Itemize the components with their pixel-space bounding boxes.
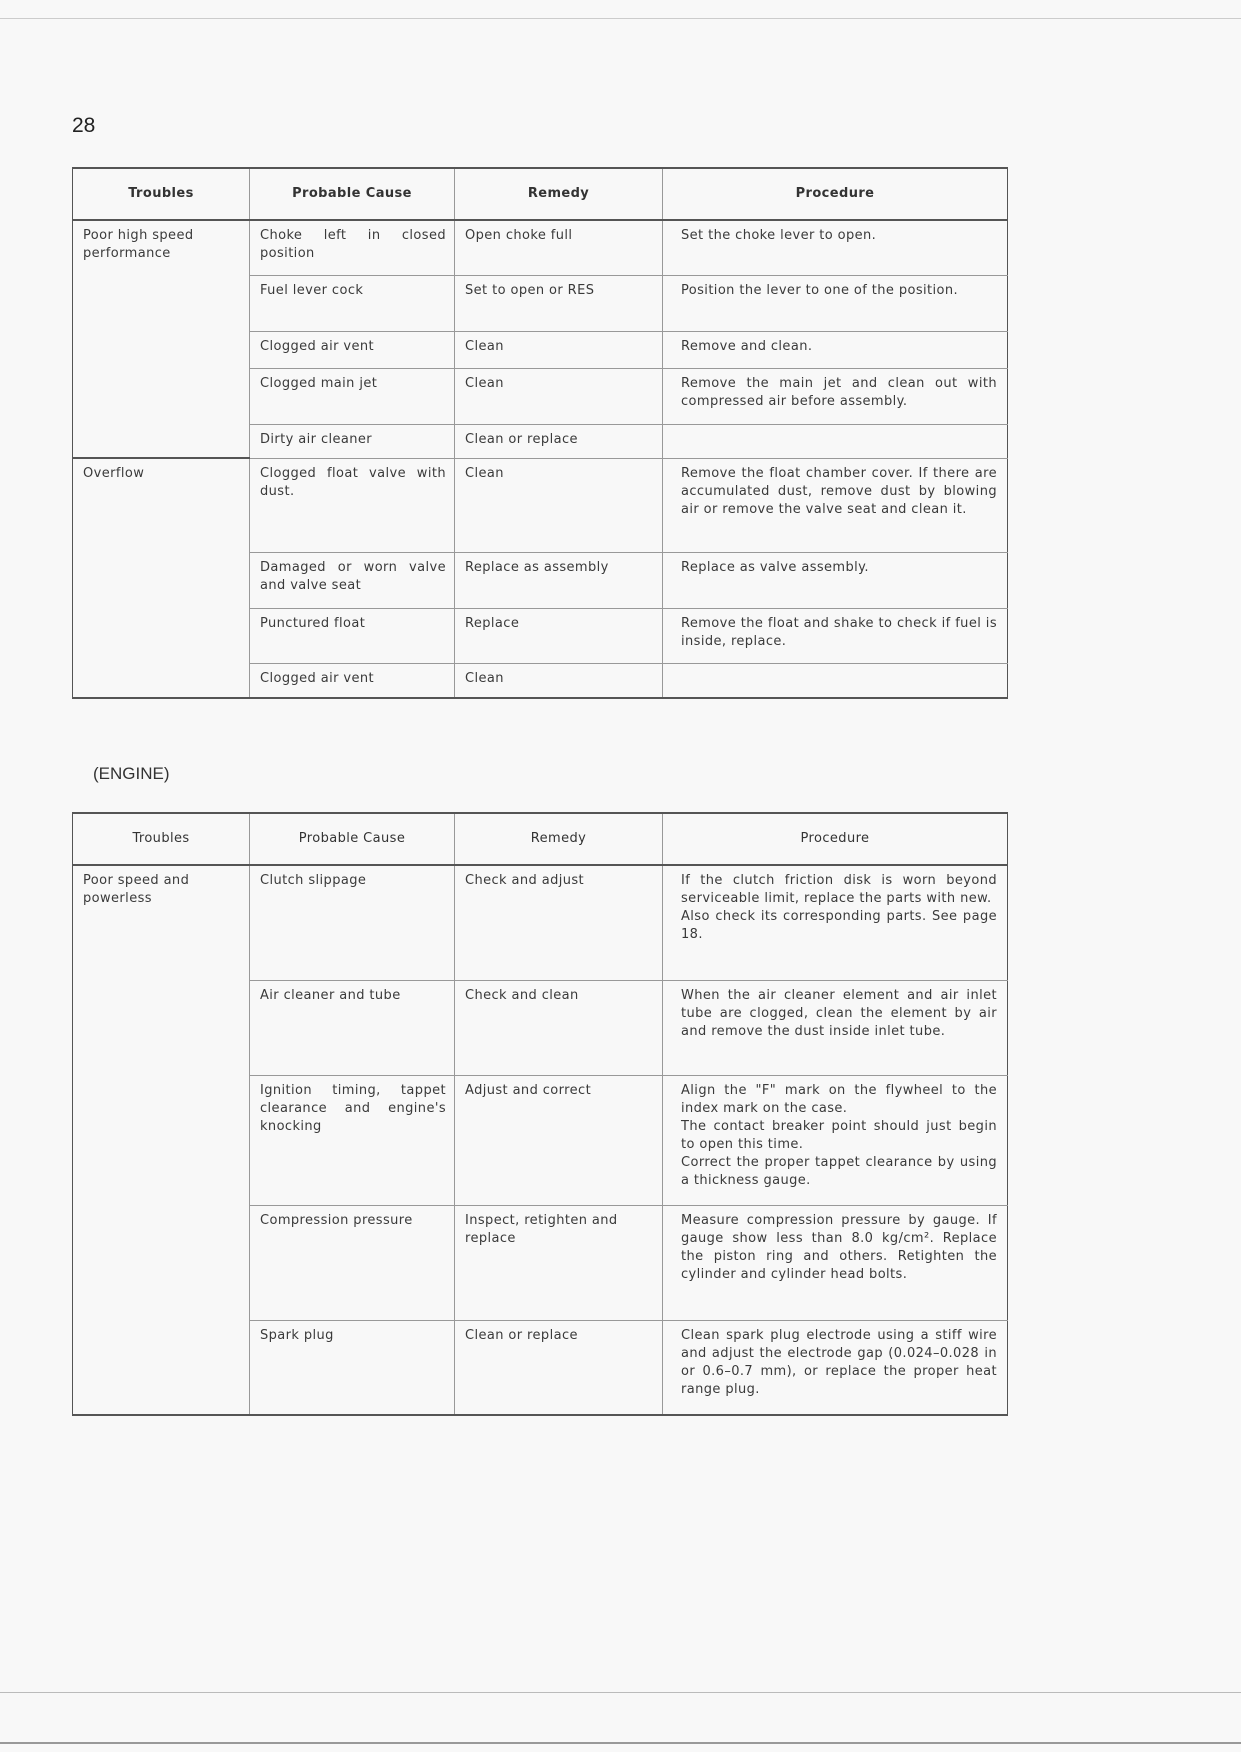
procedure-cell: Remove the main jet and clean out with compressed air before assembly. xyxy=(663,368,1008,424)
table-row xyxy=(73,458,1008,552)
header-procedure: Procedure xyxy=(663,813,1008,865)
cause-cell: Punctured float xyxy=(250,608,455,663)
procedure-cell: Remove the float chamber cover. If there are accumulated dust, remove dust by blowing air or remove the valve seat and clean it. xyxy=(663,458,1008,552)
cause-cell: Fuel lever cock xyxy=(250,275,455,331)
cause-cell: Compression pressure xyxy=(250,1205,455,1320)
header-troubles: Troubles xyxy=(73,168,250,220)
remedy-cell: Clean xyxy=(455,458,663,552)
page-number: 28 xyxy=(72,114,96,137)
procedure-cell: When the air cleaner element and air inlet tube are clogged, clean the element by air and remove the dust inside inlet tube. xyxy=(663,980,1008,1075)
cause-cell: Choke left in closed position xyxy=(250,220,455,275)
remedy-cell: Clean or replace xyxy=(455,424,663,458)
header-troubles: Troubles xyxy=(73,813,250,865)
troubleshooting-table-fuel xyxy=(72,167,1008,699)
remedy-cell: Adjust and correct xyxy=(455,1075,663,1205)
remedy-cell: Clean xyxy=(455,368,663,424)
trouble-cell: Poor speed and powerless xyxy=(73,865,250,1415)
header-remedy: Remedy xyxy=(455,813,663,865)
section-heading-engine: (ENGINE) xyxy=(93,764,170,783)
remedy-cell: Clean xyxy=(455,331,663,368)
remedy-cell: Inspect, retighten and replace xyxy=(455,1205,663,1320)
trouble-cell: Poor high speed performance xyxy=(73,220,250,458)
remedy-cell: Replace xyxy=(455,608,663,663)
header-probable-cause: Probable Cause xyxy=(250,168,455,220)
procedure-cell: Remove and clean. xyxy=(663,331,1008,368)
procedure-cell xyxy=(663,424,1008,458)
remedy-cell: Check and adjust xyxy=(455,865,663,980)
remedy-cell: Check and clean xyxy=(455,980,663,1075)
procedure-cell: Replace as valve assembly. xyxy=(663,552,1008,608)
header-procedure: Procedure xyxy=(663,168,1008,220)
top-edge-rule xyxy=(0,18,1241,19)
table-header-row xyxy=(73,813,1008,865)
table-row xyxy=(73,220,1008,275)
procedure-text-2: The contact breaker point should just begin to open this time. xyxy=(681,1118,997,1152)
cause-cell: Clogged main jet xyxy=(250,368,455,424)
remedy-cell: Open choke full xyxy=(455,220,663,275)
procedure-cell: Measure compression pressure by gauge. If gauge show less than 8.0 kg/cm². Replace the piston ring and others. Retighten the cylinder and cylinder head bolts. xyxy=(663,1205,1008,1320)
remedy-cell: Set to open or RES xyxy=(455,275,663,331)
procedure-cell xyxy=(663,663,1008,698)
cause-cell: Damaged or worn valve and valve seat xyxy=(250,552,455,608)
header-remedy: Remedy xyxy=(455,168,663,220)
troubleshooting-table-engine xyxy=(72,812,1008,1416)
remedy-cell: Clean xyxy=(455,663,663,698)
procedure-cell: Clean spark plug electrode using a stiff wire and adjust the electrode gap (0.024–0.028 in or 0.6–0.7 mm), or replace the proper heat range plug. xyxy=(663,1320,1008,1415)
procedure-text: If the clutch friction disk is worn beyond serviceable limit, replace the parts with new. xyxy=(681,873,997,906)
cause-cell: Clogged float valve with dust. xyxy=(250,458,455,552)
cause-cell: Spark plug xyxy=(250,1320,455,1415)
procedure-cell: Remove the float and shake to check if fuel is inside, replace. xyxy=(663,608,1008,663)
procedure-cell: Set the choke lever to open. xyxy=(663,220,1008,275)
cause-cell: Ignition timing, tappet clearance and engine's knocking xyxy=(250,1075,455,1205)
table-row xyxy=(73,865,1008,980)
header-probable-cause: Probable Cause xyxy=(250,813,455,865)
table-header-row xyxy=(73,168,1008,220)
bottom-edge-rule xyxy=(0,1692,1241,1693)
cause-cell: Clogged air vent xyxy=(250,663,455,698)
cause-cell: Dirty air cleaner xyxy=(250,424,455,458)
trouble-cell: Overflow xyxy=(73,458,250,698)
remedy-cell: Clean or replace xyxy=(455,1320,663,1415)
remedy-cell: Replace as assembly xyxy=(455,552,663,608)
cause-cell: Clogged air vent xyxy=(250,331,455,368)
procedure-cell xyxy=(663,865,1008,980)
procedure-text-3: Correct the proper tappet clearance by using a thickness gauge. xyxy=(681,1154,997,1188)
cause-cell: Air cleaner and tube xyxy=(250,980,455,1075)
cause-cell: Clutch slippage xyxy=(250,865,455,980)
bottom-edge-rule-2 xyxy=(0,1742,1241,1744)
procedure-text-2: Also check its corresponding parts. See page 18. xyxy=(681,909,997,942)
procedure-cell xyxy=(663,1075,1008,1205)
procedure-text: Align the "F" mark on the flywheel to the index mark on the case. xyxy=(681,1082,997,1116)
procedure-cell: Position the lever to one of the position. xyxy=(663,275,1008,331)
